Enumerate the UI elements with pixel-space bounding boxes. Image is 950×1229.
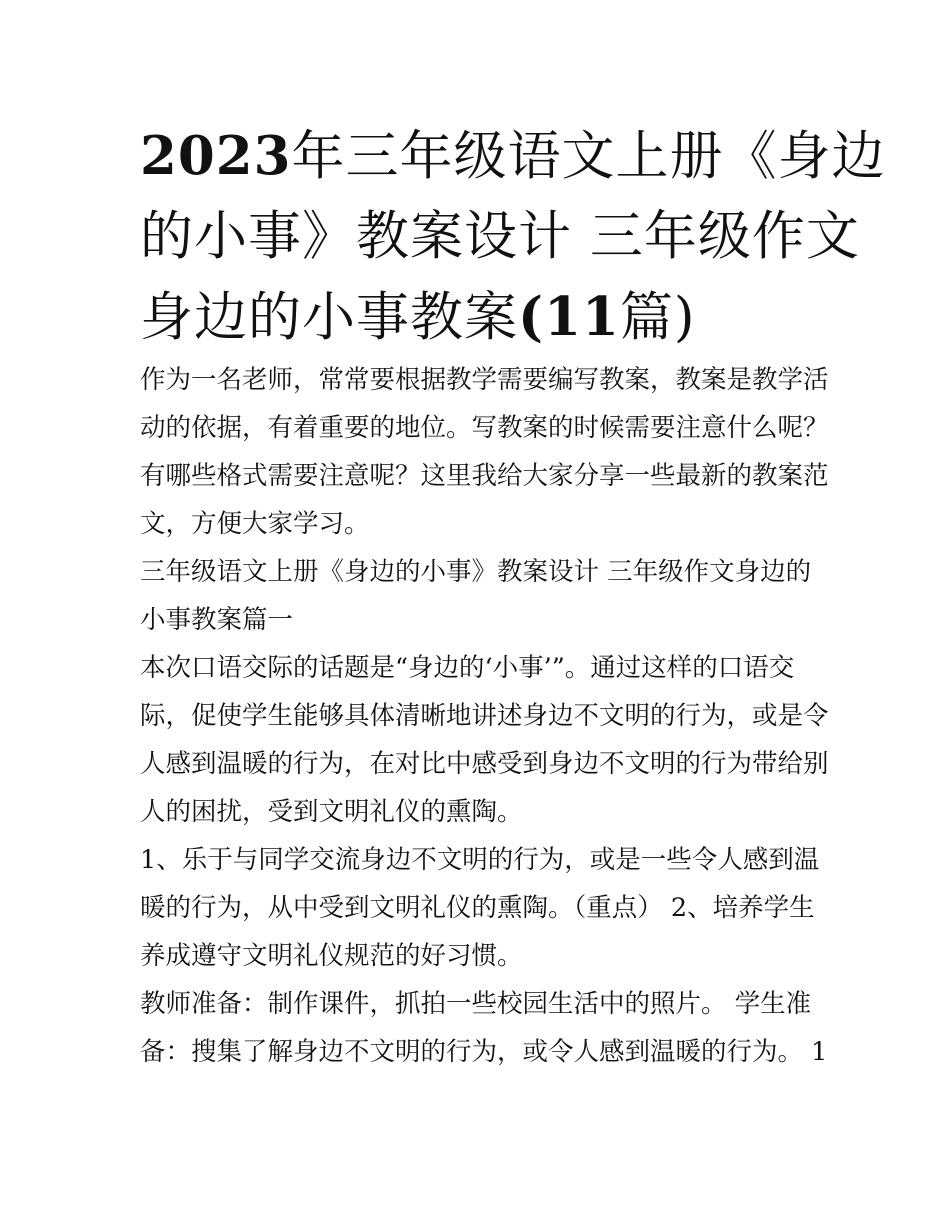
topic-line: 本次口语交际的话题是“身边的‘小事’”。通过这样的口语交 [140, 653, 795, 683]
goals-paragraph [140, 836, 830, 980]
title-count: (11 [518, 286, 620, 348]
document-body [140, 356, 830, 1076]
title-line-3 [140, 277, 820, 358]
title-line-3-end: 篇) [619, 287, 696, 348]
intro-line: 作为一名老师，常常要根据教学需要编写教案，教案是教学活 [140, 365, 829, 395]
topic-paragraph [140, 644, 830, 836]
title-line-1-text: 年三年级语文上册《身边 [291, 126, 886, 187]
intro-line: 有哪些格式需要注意呢？这里我给大家分享一些最新的教案范 [140, 461, 829, 491]
topic-line: 人感到温暖的行为，在对比中感受到身边不文明的行为带给别 [140, 749, 829, 779]
topic-line: 际，促使学生能够具体清晰地讲述身边不文明的行为，或是令 [140, 701, 829, 731]
document-title [140, 116, 886, 358]
intro-line: 动的依据，有着重要的地位。写教案的时候需要注意什么呢？ [140, 413, 829, 443]
goals-line: 养成遵守文明礼仪规范的好习惯。 [140, 941, 523, 971]
subheading-line: 三年级语文上册《身边的小事》教案设计 三年级作文身边的 [140, 557, 812, 587]
title-line-1 [140, 116, 886, 197]
subheading-line: 小事教案篇一 [140, 605, 294, 635]
title-year: 2023 [140, 125, 292, 187]
prep-line: 教师准备：制作课件，抓拍一些校园生活中的照片。 学生准 [140, 989, 812, 1019]
goals-line: 暖的行为，从中受到文明礼仪的熏陶。（重点） 2、培养学生 [140, 893, 815, 923]
prep-line: 备：搜集了解身边不文明的行为，或令人感到温暖的行为。 1 [140, 1037, 828, 1067]
intro-line: 文，方便大家学习。 [140, 509, 370, 539]
prep-paragraph [140, 980, 830, 1076]
intro-paragraph [140, 356, 830, 548]
topic-line: 人的困扰，受到文明礼仪的熏陶。 [140, 797, 523, 827]
goals-line: 1、乐于与同学交流身边不文明的行为，或是一些令人感到温 [140, 845, 820, 875]
subheading-paragraph [140, 548, 830, 644]
title-line-2: 的小事》教案设计 三年级作文 [140, 206, 860, 267]
title-line-3-text: 身边的小事教案 [140, 287, 518, 348]
